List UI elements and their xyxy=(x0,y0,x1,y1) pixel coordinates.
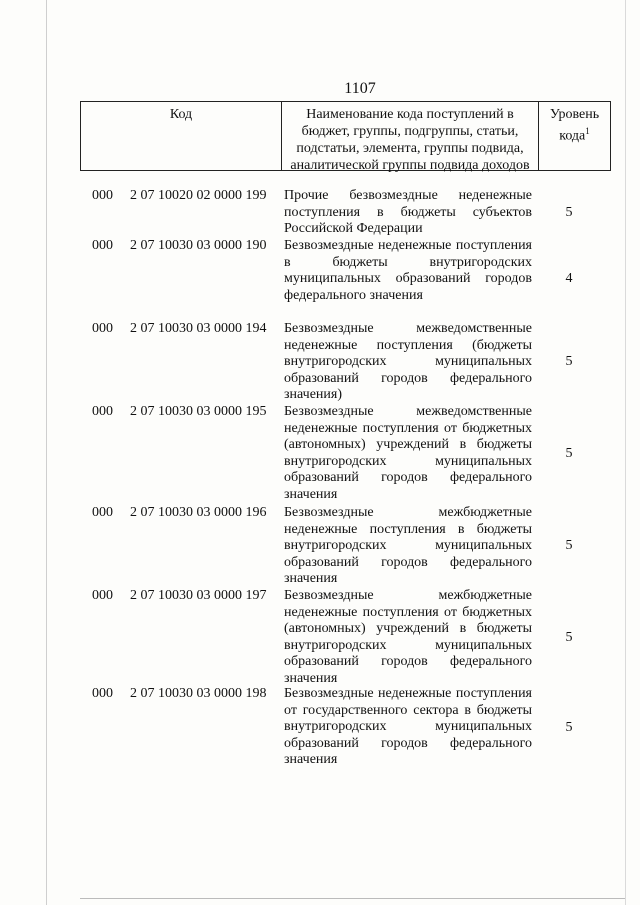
header-level-footnote: 1 xyxy=(585,126,590,136)
row-prefix: 000 xyxy=(92,321,113,336)
row-prefix: 000 xyxy=(92,404,113,419)
row-code: 2 07 10030 03 0000 195 xyxy=(130,404,267,419)
scan-right-edge xyxy=(625,0,626,905)
row-level: 4 xyxy=(565,271,573,286)
row-level: 5 xyxy=(565,720,573,735)
scan-bottom-edge xyxy=(80,898,625,899)
row-prefix: 000 xyxy=(92,238,113,253)
page-number: 1107 xyxy=(344,80,376,97)
row-name: Безвозмездные межбюджетные неденежные поступления от бюджетных (автономных) учреждений в бюджеты внутригородских муниципальных образований городов федерального значения xyxy=(284,588,532,686)
row-name: Безвозмездные неденежные поступления в бюджеты внутригородских муниципальных образований городов федерального значения xyxy=(284,238,532,303)
header-level-label: Уровень кода xyxy=(549,107,600,144)
row-code: 2 07 10030 03 0000 196 xyxy=(130,505,267,520)
row-name: Прочие безвозмездные неденежные поступления в бюджеты субъектов Российской Федерации xyxy=(284,188,532,236)
header-level xyxy=(538,101,611,171)
row-level: 5 xyxy=(565,630,573,645)
row-name: Безвозмездные межведомственные неденежные поступления (бюджеты внутригородских муниципальных образований городов федерального значения) xyxy=(284,321,532,402)
row-code: 2 07 10030 03 0000 197 xyxy=(130,588,267,603)
row-level: 5 xyxy=(565,446,573,461)
row-level: 5 xyxy=(565,354,573,369)
row-name: Безвозмездные межбюджетные неденежные поступления в бюджеты внутригородских муниципальных образований городов федерального значения xyxy=(284,505,532,586)
scan-left-edge xyxy=(46,0,47,905)
row-level: 5 xyxy=(565,538,573,553)
row-code: 2 07 10030 03 0000 194 xyxy=(130,321,267,336)
header-code: Код xyxy=(80,101,281,171)
row-prefix: 000 xyxy=(92,588,113,603)
row-code: 2 07 10030 03 0000 190 xyxy=(130,238,267,253)
row-prefix: 000 xyxy=(92,686,113,701)
row-prefix: 000 xyxy=(92,188,113,203)
row-code: 2 07 10030 03 0000 198 xyxy=(130,686,267,701)
header-name: Наименование кода поступлений в бюджет, группы, подгруппы, статьи, подстатьи, элемента, группы подвида, аналитической группы подвида доходов xyxy=(281,101,538,171)
row-level: 5 xyxy=(565,205,573,220)
row-name: Безвозмездные неденежные поступления от государственного сектора в бюджеты внутригородских муниципальных образований городов федерального значения xyxy=(284,686,532,767)
row-prefix: 000 xyxy=(92,505,113,520)
row-code: 2 07 10020 02 0000 199 xyxy=(130,188,267,203)
row-name: Безвозмездные межведомственные неденежные поступления от бюджетных (автономных) учреждений в бюджеты внутригородских муниципальных образований городов федерального значения xyxy=(284,404,532,502)
